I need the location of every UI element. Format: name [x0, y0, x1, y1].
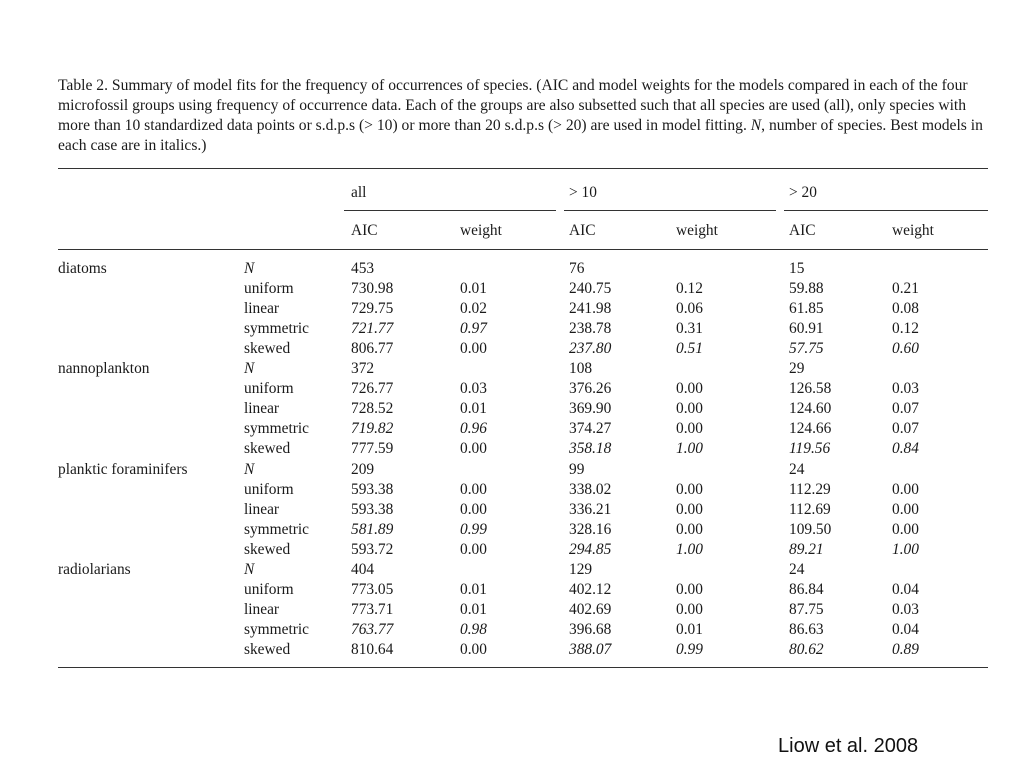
table-cell: 402.69 — [569, 600, 612, 618]
table-cell: 728.52 — [351, 400, 394, 418]
table-cell: 453 — [351, 260, 375, 277]
table-cell: 0.00 — [676, 520, 703, 538]
table-cell: 0.00 — [460, 500, 487, 518]
model-label: skewed — [244, 540, 291, 558]
table-cell: 0.04 — [892, 620, 919, 638]
table-cell: 0.00 — [460, 540, 487, 558]
table-cell: 358.18 — [569, 440, 612, 458]
table-cell: 404 — [351, 560, 375, 578]
table-cell: 0.00 — [460, 480, 487, 498]
column-header: weight — [460, 222, 502, 239]
table-cell: 328.16 — [569, 520, 612, 538]
table-cell: 376.26 — [569, 380, 612, 398]
table-cell: 119.56 — [789, 440, 831, 458]
citation-credit: Liow et al. 2008 — [778, 735, 919, 757]
model-label: symmetric — [244, 520, 309, 538]
table-cell: 0.01 — [460, 280, 487, 298]
table-cell: 124.66 — [789, 420, 832, 438]
table-cell: 76 — [569, 260, 585, 277]
caption-text-1: Summary of model fits for the frequency of occurrences of species. (AIC and model weights for the models compared in each of the four microfossil groups using frequency of occurrence data. Each of the groups are also subsetted such that all species are used (all), only species with more than 10 standardized data points or s.d.p.s (> 10) or more than 20 s.d.p.s (> 20) are used in model fitting. — [58, 77, 968, 134]
table-cell: 777.59 — [351, 440, 394, 458]
caption-label: Table 2. — [58, 77, 109, 94]
table-cell: 238.78 — [569, 320, 612, 338]
table-cell: 0.07 — [892, 420, 919, 438]
table-cell: 593.38 — [351, 480, 394, 498]
table-cell: 240.75 — [569, 280, 612, 298]
column-header: AIC — [569, 222, 596, 239]
model-label: N — [244, 460, 255, 478]
model-label: N — [244, 360, 255, 378]
table-cell: 810.64 — [351, 640, 394, 658]
table-cell: 87.75 — [789, 600, 824, 618]
table-cell: 593.38 — [351, 500, 394, 518]
table-cell: 60.91 — [789, 320, 824, 338]
table-cell: 209 — [351, 460, 375, 478]
table-cell: 593.72 — [351, 540, 394, 558]
table-cell: 0.01 — [460, 400, 487, 418]
table-cell: 0.00 — [460, 440, 487, 458]
header-bottom-rule — [58, 249, 988, 250]
table-cell: 0.97 — [460, 320, 487, 338]
table-cell: 1.00 — [676, 440, 703, 458]
group-rule-gt10 — [564, 210, 776, 211]
group-name: radiolarians — [58, 560, 131, 578]
table-cell: 57.75 — [789, 340, 824, 358]
table-cell: 129 — [569, 560, 593, 578]
table-cell: 0.01 — [460, 580, 487, 598]
table-cell: 0.03 — [460, 380, 487, 398]
table-cell: 336.21 — [569, 500, 612, 518]
table-cell: 396.68 — [569, 620, 612, 638]
model-label: N — [244, 560, 255, 578]
group-header: > 20 — [789, 184, 817, 201]
table-cell: 0.07 — [892, 400, 919, 418]
caption-n-symbol: N — [750, 117, 762, 134]
model-label: skewed — [244, 440, 291, 458]
column-header: AIC — [351, 222, 378, 239]
table-cell: 89.21 — [789, 540, 824, 558]
group-rule-all — [344, 210, 556, 211]
table-cell: 0.04 — [892, 580, 919, 598]
model-label: N — [244, 260, 255, 277]
table-cell: 61.85 — [789, 300, 824, 318]
table-cell: 773.71 — [351, 600, 394, 618]
table-cell: 0.96 — [460, 420, 487, 438]
column-header: AIC — [789, 222, 816, 239]
table-cell: 0.12 — [892, 320, 919, 338]
group-header: > 10 — [569, 184, 597, 201]
table-cell: 0.06 — [676, 300, 703, 318]
table-cell: 0.89 — [892, 640, 919, 658]
model-label: linear — [244, 300, 280, 318]
table-cell: 99 — [569, 460, 585, 478]
model-label: symmetric — [244, 320, 309, 338]
table-cell: 0.98 — [460, 620, 487, 638]
table-cell: 726.77 — [351, 380, 394, 398]
model-label: symmetric — [244, 420, 309, 438]
table-cell: 369.90 — [569, 400, 612, 418]
table-cell: 126.58 — [789, 380, 832, 398]
table-cell: 0.00 — [676, 600, 703, 618]
table-cell: 730.98 — [351, 280, 394, 298]
table-cell: 0.99 — [676, 640, 703, 658]
table-cell: 0.08 — [892, 300, 919, 318]
model-label: uniform — [244, 480, 294, 498]
table-cell: 86.63 — [789, 620, 824, 638]
table-cell: 719.82 — [351, 420, 394, 438]
table-cell: 15 — [789, 260, 805, 277]
table-cell: 374.27 — [569, 420, 612, 438]
table-cell: 109.50 — [789, 520, 832, 538]
table-top-rule — [58, 168, 988, 169]
table-cell: 0.00 — [676, 480, 703, 498]
table-cell: 581.89 — [351, 520, 394, 538]
model-label: symmetric — [244, 620, 309, 638]
table-cell: 0.00 — [892, 520, 919, 538]
group-name: planktic foraminifers — [58, 460, 188, 478]
group-name: nannoplankton — [58, 360, 150, 378]
table-cell: 0.00 — [892, 480, 919, 498]
table-cell: 0.00 — [676, 400, 703, 418]
table-cell: 763.77 — [351, 620, 394, 638]
table-cell: 773.05 — [351, 580, 394, 598]
table-cell: 0.03 — [892, 380, 919, 398]
model-label: skewed — [244, 340, 291, 358]
table-cell: 0.84 — [892, 440, 919, 458]
group-rule-gt20 — [784, 210, 988, 211]
table-cell: 0.21 — [892, 280, 919, 298]
table-cell: 0.51 — [676, 340, 703, 358]
table-cell: 29 — [789, 360, 805, 378]
table-cell: 0.60 — [892, 340, 919, 358]
model-label: linear — [244, 500, 280, 518]
table-cell: 0.12 — [676, 280, 703, 298]
table-cell: 0.99 — [460, 520, 487, 538]
table-cell: 338.02 — [569, 480, 612, 498]
column-header: weight — [892, 222, 934, 239]
model-label: uniform — [244, 380, 294, 398]
group-name: diatoms — [58, 260, 107, 277]
table-cell: 86.84 — [789, 580, 824, 598]
table-cell: 24 — [789, 460, 805, 478]
table-cell: 721.77 — [351, 320, 394, 338]
table-cell: 0.31 — [676, 320, 703, 338]
caption-text-2: , number of species. Best models in each case are in italics.) — [58, 117, 983, 154]
table-bottom-rule — [58, 667, 988, 668]
table-cell: 1.00 — [676, 540, 703, 558]
model-label: skewed — [244, 640, 291, 658]
table-cell: 59.88 — [789, 280, 824, 298]
table-cell: 0.00 — [676, 500, 703, 518]
table-cell: 0.00 — [676, 580, 703, 598]
table-cell: 112.29 — [789, 480, 831, 498]
table-cell: 372 — [351, 360, 375, 378]
table-cell: 294.85 — [569, 540, 612, 558]
table-cell: 0.01 — [676, 620, 703, 638]
table-cell: 806.77 — [351, 340, 394, 358]
table-cell: 0.00 — [460, 340, 487, 358]
table-cell: 124.60 — [789, 400, 832, 418]
table-caption — [58, 76, 998, 156]
table-cell: 0.00 — [676, 420, 703, 438]
table-cell: 402.12 — [569, 580, 612, 598]
table-cell: 0.02 — [460, 300, 487, 318]
table-cell: 0.00 — [676, 380, 703, 398]
table-cell: 0.03 — [892, 600, 919, 618]
table-cell: 237.80 — [569, 340, 612, 358]
model-label: linear — [244, 400, 280, 418]
model-label: uniform — [244, 580, 294, 598]
table-cell: 80.62 — [789, 640, 824, 658]
model-label: uniform — [244, 280, 294, 298]
model-label: linear — [244, 600, 280, 618]
table-cell: 241.98 — [569, 300, 612, 318]
table-cell: 112.69 — [789, 500, 831, 518]
table-cell: 729.75 — [351, 300, 394, 318]
table-cell: 0.00 — [892, 500, 919, 518]
table-cell: 388.07 — [569, 640, 612, 658]
table-cell: 24 — [789, 560, 805, 578]
group-header: all — [351, 184, 367, 201]
column-header: weight — [676, 222, 718, 239]
table-cell: 0.00 — [460, 640, 487, 658]
table-cell: 0.01 — [460, 600, 487, 618]
table-cell: 1.00 — [892, 540, 919, 558]
table-cell: 108 — [569, 360, 593, 378]
